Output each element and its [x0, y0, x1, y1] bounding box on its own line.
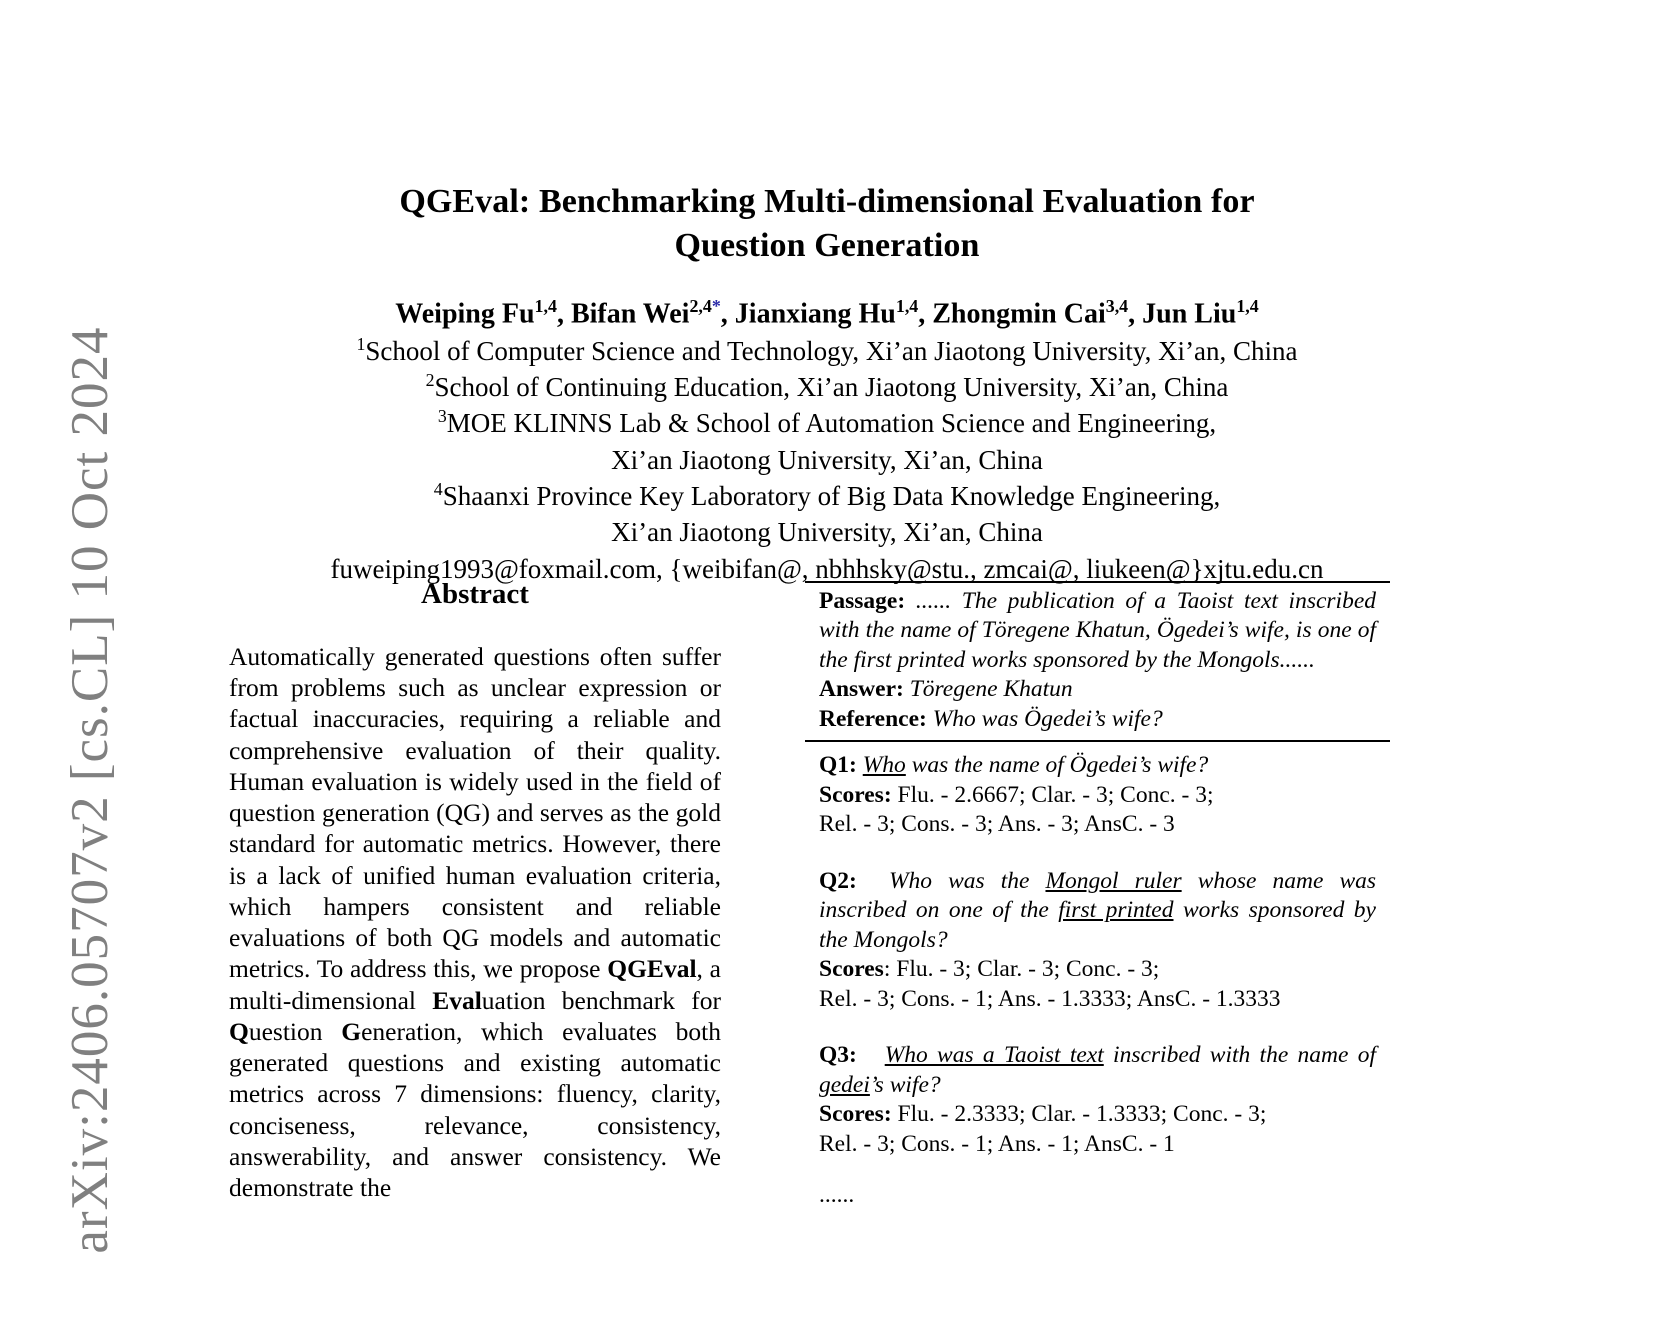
- passage-text: The publication of a Taoist text inscribed with the name of Töregene Khatun, Ögedei’s wife, is one of the first printed works sponsored by the Mongols......: [819, 588, 1377, 673]
- paper-title-line-2: Question Generation: [674, 226, 980, 264]
- paper-title-line-1: QGEval: Benchmarking Multi-dimensional Evaluation for: [399, 183, 1255, 220]
- figure-context-section: [805, 583, 1390, 740]
- abstract-body: [229, 641, 721, 1203]
- passage-label: Passage:: [819, 588, 906, 614]
- affiliation-text-4: Xi’an Jiaotong University, Xi’an, China: [611, 444, 1043, 475]
- scores-line-2-q3: [819, 1130, 1376, 1159]
- author-affil-sup-5: 1,4: [1236, 296, 1259, 317]
- author-name-4: Zhongmin Cai: [932, 298, 1106, 330]
- title-block: [227, 180, 1427, 587]
- question-rest-q2: works sponsored by the Mongols?: [819, 897, 1376, 953]
- question-text-q1: [819, 751, 1376, 780]
- question-spacer-2: [819, 1014, 1376, 1041]
- affiliation-marker-2: 2: [425, 370, 435, 391]
- question-spacer-1: [819, 840, 1376, 867]
- scores-label-q2: Scores: [819, 956, 884, 983]
- question-pre-q2: Who was the: [888, 867, 1046, 894]
- scores-values-a-q1: Flu. - 2.6667; Clar. - 3; Conc. - 3;: [897, 781, 1214, 808]
- author-affil-sup-4: 3,4: [1105, 296, 1129, 317]
- question-id-q2: Q2:: [819, 867, 857, 894]
- answer-line: [819, 675, 1376, 704]
- affiliation-text-1: School of Computer Science and Technology, Xi’an Jiaotong University, Xi’an, China: [365, 335, 1298, 366]
- figure-questions-section: [805, 742, 1390, 1216]
- affiliation-line-3: [227, 405, 1427, 441]
- affiliation-line-6: [227, 514, 1427, 550]
- question-highlight-a-q3: Who was a Taoist text: [884, 1042, 1104, 1069]
- example-figure-box: [805, 581, 1390, 1217]
- question-highlight-b-q3: gedei: [819, 1071, 870, 1098]
- author-name-3: Jianxiang Hu: [734, 298, 896, 330]
- question-mid-q2: whose name was inscribed on one of the: [819, 867, 1377, 924]
- scores-values-b-q3: Rel. - 3; Cons. - 1; Ans. - 1; AnsC. - 1: [819, 1130, 1175, 1157]
- arxiv-identifier-stamp: arXiv:2406.05707v2 [cs.CL] 10 Oct 2024: [61, 326, 119, 1254]
- affiliation-line-4: [227, 442, 1427, 478]
- abstract-text-part-3: uation benchmark for: [481, 985, 721, 1015]
- affiliation-marker-1: 1: [356, 333, 366, 354]
- reference-text: Who was Ögedei’s wife?: [932, 705, 1163, 732]
- passage-line: [819, 587, 1376, 675]
- question-text-q3: [819, 1041, 1376, 1100]
- affiliation-text-6: Xi’an Jiaotong University, Xi’an, China: [611, 517, 1043, 548]
- abstract-bold-qgeval: QGEval: [607, 954, 697, 984]
- question-text-q2: [819, 867, 1376, 955]
- abstract-text-part-2: , a multi-dimensional: [229, 954, 721, 1015]
- question-block-q3: [819, 1041, 1376, 1159]
- scores-line-2-q1: [819, 810, 1376, 839]
- affiliation-line-2: [227, 369, 1427, 405]
- question-highlight-b-q2: first printed: [1058, 897, 1174, 924]
- scores-values-a-q3: Flu. - 2.3333; Clar. - 1.3333; Conc. - 3;: [897, 1101, 1267, 1128]
- scores-line-1-q2: [819, 955, 1376, 984]
- affiliation-text-5: Shaanxi Province Key Laboratory of Big Data Knowledge Engineering,: [442, 481, 1221, 511]
- abstract-text-part-4: uestion: [248, 1016, 342, 1046]
- question-highlight-a-q2: Mongol ruler: [1045, 867, 1182, 894]
- scores-values-b-q2: Rel. - 3; Cons. - 1; Ans. - 1.3333; AnsC. - 1.3333: [819, 985, 1281, 1012]
- question-block-q2: [819, 867, 1376, 1014]
- scores-line-2-q2: [819, 985, 1376, 1014]
- question-rest-q1: was the name of Ögedei’s wife?: [905, 752, 1209, 779]
- scores-values-b-q1: Rel. - 3; Cons. - 3; Ans. - 3; AnsC. - 3: [819, 811, 1175, 838]
- figure-trailing-ellipsis: ......: [819, 1182, 855, 1209]
- scores-label-q1: Scores:: [819, 781, 892, 808]
- affiliation-text-3: MOE KLINNS Lab & School of Automation Science and Engineering,: [446, 408, 1217, 439]
- author-emails: fuweiping1993@foxmail.com, {weibifan@, nbhhsky@stu., zmcai@, liukeen@}xjtu.edu.cn: [330, 553, 1324, 584]
- scores-line-1-q3: [819, 1100, 1376, 1129]
- author-affil-sup-1: 1,4: [534, 296, 557, 317]
- question-block-q1: [819, 751, 1376, 839]
- scores-colon-q2: :: [883, 956, 891, 983]
- passage-lead-ellipsis: ......: [915, 588, 952, 614]
- corresponding-author-asterisk: *: [711, 296, 721, 317]
- reference-line: [819, 705, 1376, 734]
- question-mid-q3: inscribed with the name of: [1103, 1042, 1376, 1069]
- question-highlight-q1: Who: [862, 752, 906, 779]
- abstract-text-part-5: eneration, which evaluates both generated questions and existing automatic metrics across 7 dimensions: fluency, clarity, conciseness, relevance, consistency, answerability, and answer consistency. We demonstrate the: [229, 1016, 721, 1202]
- abstract-bold-q: Q: [229, 1016, 249, 1046]
- question-rest-q3: ’s wife?: [869, 1071, 941, 1098]
- affiliation-text-2: School of Continuing Education, Xi’an Jiaotong University, Xi’an, China: [434, 372, 1229, 403]
- answer-text: Töregene Khatun: [909, 676, 1073, 703]
- abstract-bold-g: G: [341, 1016, 362, 1046]
- question-id-q3: Q3:: [819, 1042, 857, 1069]
- affiliation-line-5: [227, 478, 1427, 514]
- abstract-heading: Abstract: [421, 578, 529, 610]
- scores-label-q3: Scores:: [819, 1101, 892, 1128]
- answer-label: Answer:: [819, 676, 904, 703]
- page-title: [227, 180, 1427, 267]
- reference-label: Reference:: [819, 705, 927, 732]
- author-affil-sup-2: 2,4: [689, 296, 712, 317]
- author-list: Weiping Fu$^{1,4}$, Bifan Wei$^{2,4*}$, Jianxiang Hu$^{1,4}$, Zhongmin Cai$^{3,4}$, Jun Liu$^{1,4}$: [395, 296, 1259, 330]
- affiliation-marker-5: 4: [433, 479, 443, 499]
- abstract-text-part-1: Automatically generated questions often suffer from problems such as unclear expression or factual inaccuracies, requiring a reliable and comprehensive evaluation of their quality. Human evaluation is widely used in the field of question generation (QG) and serves as the gold standard for automatic metrics. However, there is a lack of unified human evaluation criteria, which hampers consistent and reliable evaluations of both QG models and automatic metrics. To address this, we propose: [229, 642, 721, 984]
- author-affil-sup-3: 1,4: [895, 296, 919, 317]
- abstract-section: [229, 578, 721, 1203]
- scores-line-1-q1: [819, 781, 1376, 810]
- question-id-q1: Q1:: [819, 752, 857, 779]
- abstract-bold-eval: Eval: [432, 985, 482, 1015]
- affiliation-marker-3: 3: [437, 406, 447, 427]
- author-name-2: Bifan Wei: [570, 298, 690, 330]
- author-name-1: Weiping Fu: [395, 298, 535, 330]
- author-name-5: Jun Liu: [1142, 298, 1237, 330]
- scores-values-a-q2: Flu. - 3; Clar. - 3; Conc. - 3;: [896, 956, 1160, 983]
- affiliation-line-1: [227, 333, 1427, 369]
